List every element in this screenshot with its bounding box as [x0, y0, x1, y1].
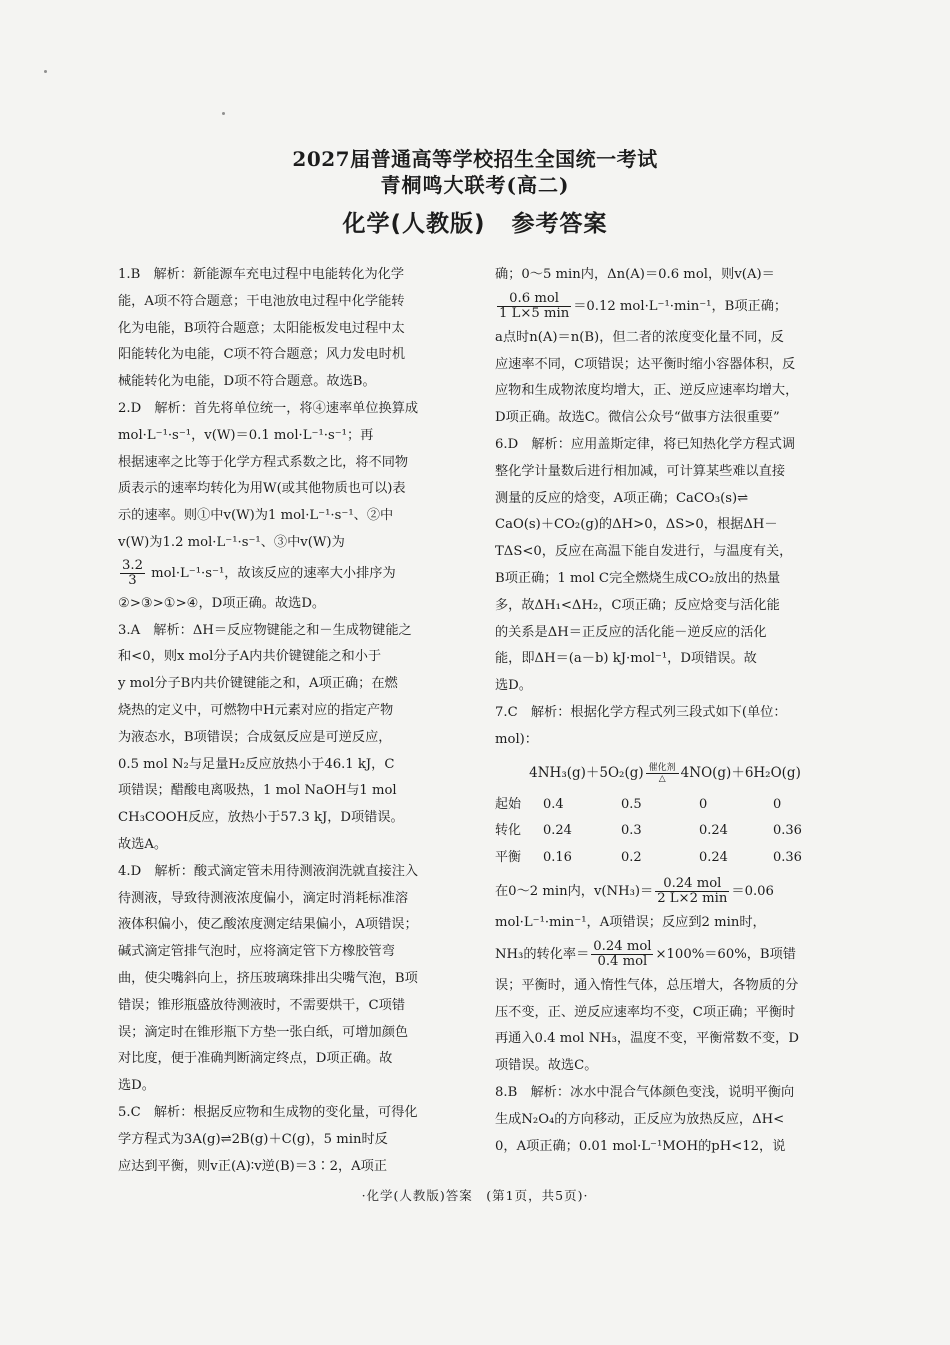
answer-q5	[118, 1100, 463, 1180]
text-line: 能，即ΔH＝(a－b) kJ·mol⁻¹，D项错误。故	[495, 651, 757, 667]
text-line	[118, 557, 463, 591]
text-line: 7.C 解析：根据化学方程式列三段式如下(单位：	[495, 704, 787, 720]
reaction-condition	[646, 763, 679, 784]
heat-label: △	[658, 773, 666, 784]
page-footer: ·化学(人教版)答案 (第1页，共5页)·	[361, 1188, 589, 1203]
speck	[44, 70, 47, 73]
text-line: 确；0～5 min内，Δn(A)＝0.6 mol，则v(A)＝	[495, 267, 775, 282]
row-label: 平衡	[495, 850, 522, 866]
answer-q4	[118, 859, 463, 1100]
table-row	[495, 792, 802, 819]
text-line: 对比度，便于准确判断滴定终点，D项正确。故	[118, 1051, 393, 1067]
text-line: CaO(s)＋CO₂(g)的ΔH>0，ΔS>0，根据ΔH－	[495, 517, 778, 533]
subject-name: 化学(人教版)	[342, 211, 486, 237]
text-line: CH₃COOH反应，放热小于57.3 kJ，D项错误。	[118, 810, 404, 826]
text-line: 的关系是ΔH＝正反应的活化能－逆反应的活化	[495, 624, 767, 640]
text-line: a点时n(A)＝n(B)，但二者的浓度变化量不同，反	[495, 329, 784, 345]
denominator: 0.4 mol	[597, 953, 648, 969]
text-line: 选D。	[118, 1078, 155, 1094]
table-cell: 0.24	[699, 850, 728, 866]
fraction	[497, 292, 571, 321]
text-segment: ＝0.12 mol·L⁻¹·min⁻¹，B项正确；	[573, 298, 788, 314]
text-line	[495, 937, 835, 973]
text-line: 待测液，导致待测液浓度偏小，滴定时消耗标准溶	[118, 890, 409, 906]
text-line: 测量的反应的焓变，A项正确；CaCO₃(s)⇌	[495, 490, 749, 506]
row-label: 起始	[495, 796, 522, 812]
numerator: 3.2	[122, 557, 143, 573]
text-segment: mol·L⁻¹·s⁻¹，故该反应的速率大小排序为	[146, 565, 396, 581]
text-line: mol)：	[495, 731, 538, 747]
table-cell: 0.3	[621, 823, 642, 839]
text-line: 项错误。故选C。	[495, 1058, 598, 1074]
text-line: 4.D 解析：酸式滴定管未用待测液润洗就直接注入	[118, 863, 419, 879]
numerator: 0.24 mol	[593, 938, 652, 954]
text-line: 0，A项正确；0.01 mol·L⁻¹MOH的pH<12，说	[495, 1138, 786, 1154]
text-line: 液体积偏小，使乙酸浓度测定结果偏小，A项错误；	[118, 917, 418, 933]
text-line: 能，A项不符合题意；干电池放电过程中化学能转	[118, 293, 405, 309]
denominator: 1 L×5 min	[499, 305, 570, 321]
text-line: 压不变，正、逆反应速率均不变，C项正确；平衡时	[495, 1004, 796, 1020]
text-line: 0.5 mol N₂与足量H₂反应放热小于46.1 kJ，C	[118, 756, 395, 772]
text-segment: ＝0.06	[731, 883, 774, 899]
text-line: 1.B 解析：新能源车充电过程中电能转化为化学	[118, 267, 405, 282]
text-line: 多，故ΔH₁<ΔH₂，C项正确；反应焓变与活化能	[495, 597, 780, 613]
fraction	[655, 877, 729, 906]
text-line: 8.B 解析：冰水中混合气体颜色变浅，说明平衡向	[495, 1084, 795, 1100]
right-column	[495, 262, 835, 1160]
table-row	[495, 818, 802, 845]
fraction	[120, 559, 145, 588]
text-line: 选D。	[495, 678, 532, 694]
catalyst-label: 催化剂	[646, 763, 679, 774]
answer-q6	[495, 432, 835, 700]
text-line: 碱式滴定管排气泡时，应将滴定管下方橡胶管弯	[118, 944, 395, 960]
text-line: 烧热的定义中，可燃物中H元素对应的指定产物	[118, 702, 394, 718]
text-line: 根据速率之比等于化学方程式系数之比，将不同物	[118, 454, 409, 470]
numerator: 0.6 mol	[497, 292, 571, 307]
left-column	[118, 262, 463, 1180]
text-line: 曲，使尖嘴斜向上，挤压玻璃珠排出尖嘴气泡，B项	[118, 970, 418, 986]
text-segment: NH₃的转化率＝	[495, 946, 590, 962]
chemical-equation	[495, 756, 835, 790]
text-line: 示的速率。则①中v(W)为1 mol·L⁻¹·s⁻¹、②中	[118, 508, 394, 524]
text-line: 生成N₂O₄的方向移动，正反应为放热反应，ΔH<	[495, 1111, 785, 1127]
table-cell: 0	[699, 796, 708, 812]
text-segment: 在0～2 min内，v(NH₃)＝	[495, 883, 654, 899]
answer-q7	[495, 700, 835, 1080]
text-line: 2.D 解析：首先将单位统一，将④速率单位换算成	[118, 400, 419, 416]
table-cell: 0.36	[773, 850, 802, 866]
table-cell: 0.24	[543, 823, 572, 839]
page-header	[0, 146, 950, 240]
text-line: 5.C 解析：根据反应物和生成物的变化量，可得化	[118, 1104, 418, 1120]
table-cell: 0.2	[621, 850, 642, 866]
denominator: 3	[128, 572, 137, 588]
text-line: y mol分子B内共价键键能之和，A项正确；在燃	[118, 676, 398, 692]
text-line: 再通入0.4 mol NH₃，温度不变，平衡常数不变，D	[495, 1031, 799, 1047]
text-line: mol·L⁻¹·min⁻¹，A项错误；反应到2 min时，	[495, 914, 766, 930]
table-cell: 0.5	[621, 796, 642, 812]
text-line: 6.D 解析：应用盖斯定律，将已知热化学方程式调	[495, 436, 796, 452]
text-line: 和<0，则x mol分子A内共价键键能之和小于	[118, 649, 382, 665]
exam-subtitle: 青桐鸣大联考(高二)	[380, 173, 570, 197]
text-line: 误；平衡时，通入惰性气体，总压增大，各物质的分	[495, 977, 799, 993]
equation-products: 4NO(g)＋6H₂O(g)	[680, 764, 801, 781]
table-cell: 0.16	[543, 850, 572, 866]
answer-q2	[118, 396, 463, 618]
speck	[222, 112, 225, 115]
text-line: 为液态水，B项错误；合成氨反应是可逆反应，	[118, 729, 392, 745]
text-line: 质表示的速率均转化为用W(或其他物质也可以)表	[118, 481, 406, 497]
exam-title: 2027届普通高等学校招生全国统一考试	[292, 147, 658, 171]
answer-q8	[495, 1080, 835, 1160]
text-line: 应达到平衡，则v正(A)∶v逆(B)＝3∶2，A项正	[118, 1158, 388, 1174]
row-label: 转化	[495, 823, 522, 839]
text-line: 学方程式为3A(g)⇌2B(g)＋C(g)，5 min时反	[118, 1131, 388, 1147]
table-cell: 0	[773, 796, 782, 812]
text-line: mol·L⁻¹·s⁻¹，v(W)＝0.1 mol·L⁻¹·s⁻¹；再	[118, 427, 374, 443]
text-line: 整化学计量数后进行相加减，可计算某些难以直接	[495, 463, 786, 479]
subject-title	[0, 208, 950, 240]
table-cell: 0.24	[699, 823, 728, 839]
text-line: TΔS<0，反应在高温下能自发进行，与温度有关，	[495, 544, 793, 560]
text-line: ②>③>①>④，D项正确。故选D。	[118, 595, 326, 611]
text-line: 项错误；醋酸电离吸热，1 mol NaOH与1 mol	[118, 783, 397, 799]
text-line: 故选A。	[118, 836, 168, 852]
answer-key-label: 参考答案	[511, 211, 608, 237]
numerator: 0.24 mol	[655, 877, 729, 892]
text-line	[495, 289, 835, 325]
text-line: 化为电能，B项符合题意；太阳能板发电过程中太	[118, 320, 405, 336]
table-cell: 0.36	[773, 823, 802, 839]
text-line: 械能转化为电能，D项不符合题意。故选B。	[118, 374, 376, 390]
text-line: 误；滴定时在锥形瓶下方垫一张白纸，可增加颜色	[118, 1024, 409, 1040]
table-cell: 0.4	[543, 796, 564, 812]
three-stage-table	[495, 792, 802, 872]
answer-q3	[118, 618, 463, 859]
text-line	[495, 874, 835, 910]
text-line: 应速率不同，C项错误；达平衡时缩小容器体积，反	[495, 356, 796, 372]
answer-q1	[118, 262, 463, 396]
text-line: 3.A 解析：ΔH＝反应物键能之和－生成物键能之	[118, 622, 412, 638]
answer-q5-cont	[495, 262, 835, 432]
text-line: v(W)为1.2 mol·L⁻¹·s⁻¹、③中v(W)为	[118, 534, 345, 550]
fraction	[591, 940, 653, 969]
text-line: 应物和生成物浓度均增大，正、逆反应速率均增大，	[495, 383, 799, 399]
text-line: D项正确。故选C。微信公众号“做事方法很重要”	[495, 410, 780, 426]
text-segment: ×100%＝60%，B项错	[655, 946, 796, 962]
text-line: B项正确；1 mol C完全燃烧生成CO₂放出的热量	[495, 570, 781, 586]
equation-reactants: 4NH₃(g)＋5O₂(g)	[529, 764, 644, 781]
table-row	[495, 845, 802, 872]
text-line: 阳能转化为电能，C项不符合题意；风力发电时机	[118, 347, 406, 363]
denominator: 2 L×2 min	[657, 890, 728, 906]
text-line: 错误；锥形瓶盛放待测液时，不需要烘干，C项错	[118, 997, 406, 1013]
